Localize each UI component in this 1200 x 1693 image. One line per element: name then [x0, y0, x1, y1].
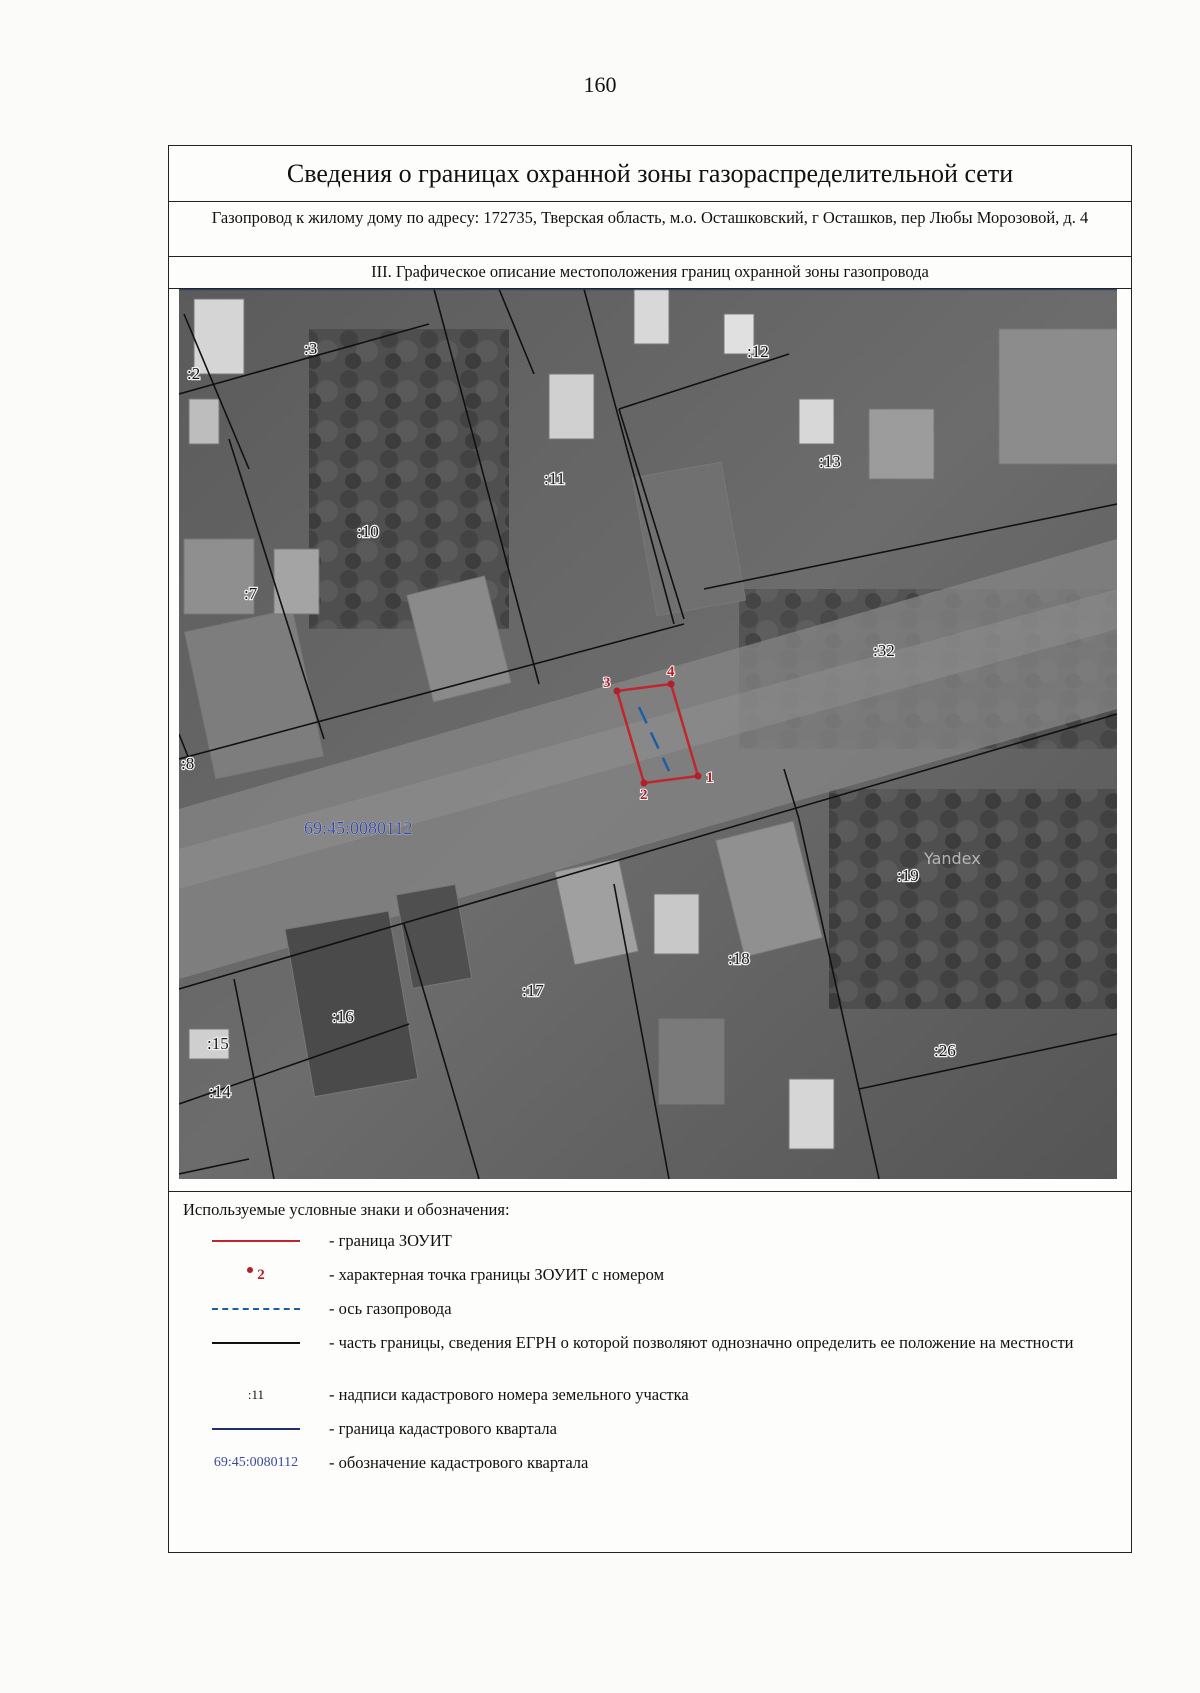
yandex-watermark: Yandex	[924, 849, 981, 868]
map-panel	[169, 289, 1131, 1192]
zone-point-marker[interactable]	[614, 688, 621, 695]
legend-item	[183, 1260, 1117, 1294]
section-heading: III. Графическое описание местоположения границ охранной зоны газопровода	[169, 257, 1131, 289]
black-line-symbol	[212, 1342, 300, 1344]
parcel-label: :16	[332, 1007, 354, 1026]
red-line-symbol	[212, 1240, 300, 1242]
parcel-label: :14	[209, 1082, 231, 1101]
quarter-label-symbol: 69:45:0080112	[213, 1455, 299, 1470]
parcel-label: :32	[873, 641, 895, 660]
legend-item-label: - часть границы, сведения ЕГРН о которой позволяют однозначно определить ее положение на местности	[329, 1333, 1074, 1352]
zone-point-marker[interactable]	[641, 780, 648, 787]
legend-item-label: - граница ЗОУИТ	[329, 1231, 452, 1250]
document-frame	[168, 145, 1132, 1553]
legend-item	[183, 1226, 1117, 1260]
parcel-label: :11	[544, 469, 566, 488]
legend-item	[183, 1294, 1117, 1328]
legend-item-label: - граница кадастрового квартала	[329, 1419, 557, 1438]
zone-point-label: 3	[603, 675, 611, 691]
zone-point-label: 2	[640, 787, 648, 803]
legend-title: Используемые условные знаки и обозначения:	[183, 1200, 510, 1219]
aerial-map[interactable]	[179, 289, 1117, 1179]
object-address: Газопровод к жилому дому по адресу: 172735, Тверская область, м.о. Осташковский, г Осташков, пер Любы Морозовой, д. 4	[169, 202, 1131, 257]
parcel-label-symbol: :11	[247, 1387, 265, 1402]
parcel-label: :18	[728, 949, 750, 968]
parcel-label: :10	[357, 522, 379, 541]
zone-point-marker[interactable]	[668, 681, 675, 688]
legend-item-label: - ось газопровода	[329, 1299, 452, 1318]
zone-point-label: 4	[667, 664, 675, 680]
page-number: 160	[583, 72, 617, 97]
parcel-label: :15	[207, 1034, 229, 1053]
parcel-label: :17	[522, 981, 544, 1000]
legend-item-label: - характерная точка границы ЗОУИТ с номером	[329, 1265, 665, 1284]
legend-item	[183, 1380, 1117, 1414]
parcel-label: :26	[934, 1041, 956, 1060]
parcel-label: :2	[187, 364, 201, 383]
point-symbol: 2	[247, 1267, 265, 1284]
navy-line-symbol	[212, 1428, 300, 1430]
vegetation-south-east	[829, 789, 1117, 1009]
legend-item-label: - обозначение кадастрового квартала	[329, 1453, 589, 1472]
parcel-label: :3	[304, 339, 318, 358]
parcel-label: :7	[244, 584, 258, 603]
zone-point-marker[interactable]	[695, 773, 702, 780]
zone-point-label: 1	[706, 770, 714, 786]
legend-item	[183, 1328, 1117, 1380]
parcel-label: :12	[747, 342, 769, 361]
document-title: Сведения о границах охранной зоны газораспределительной сети	[169, 146, 1131, 202]
parcel-label: :19	[897, 866, 919, 885]
legend-item	[183, 1414, 1117, 1448]
quarter-label: 69:45:0080112	[304, 818, 413, 838]
legend-item-label: - надписи кадастрового номера земельного участка	[329, 1385, 689, 1404]
blue-dash-symbol	[212, 1308, 300, 1310]
legend-item	[183, 1448, 1117, 1482]
parcel-label: :13	[819, 452, 841, 471]
legend	[169, 1192, 1131, 1490]
parcel-label: :8	[181, 754, 195, 773]
